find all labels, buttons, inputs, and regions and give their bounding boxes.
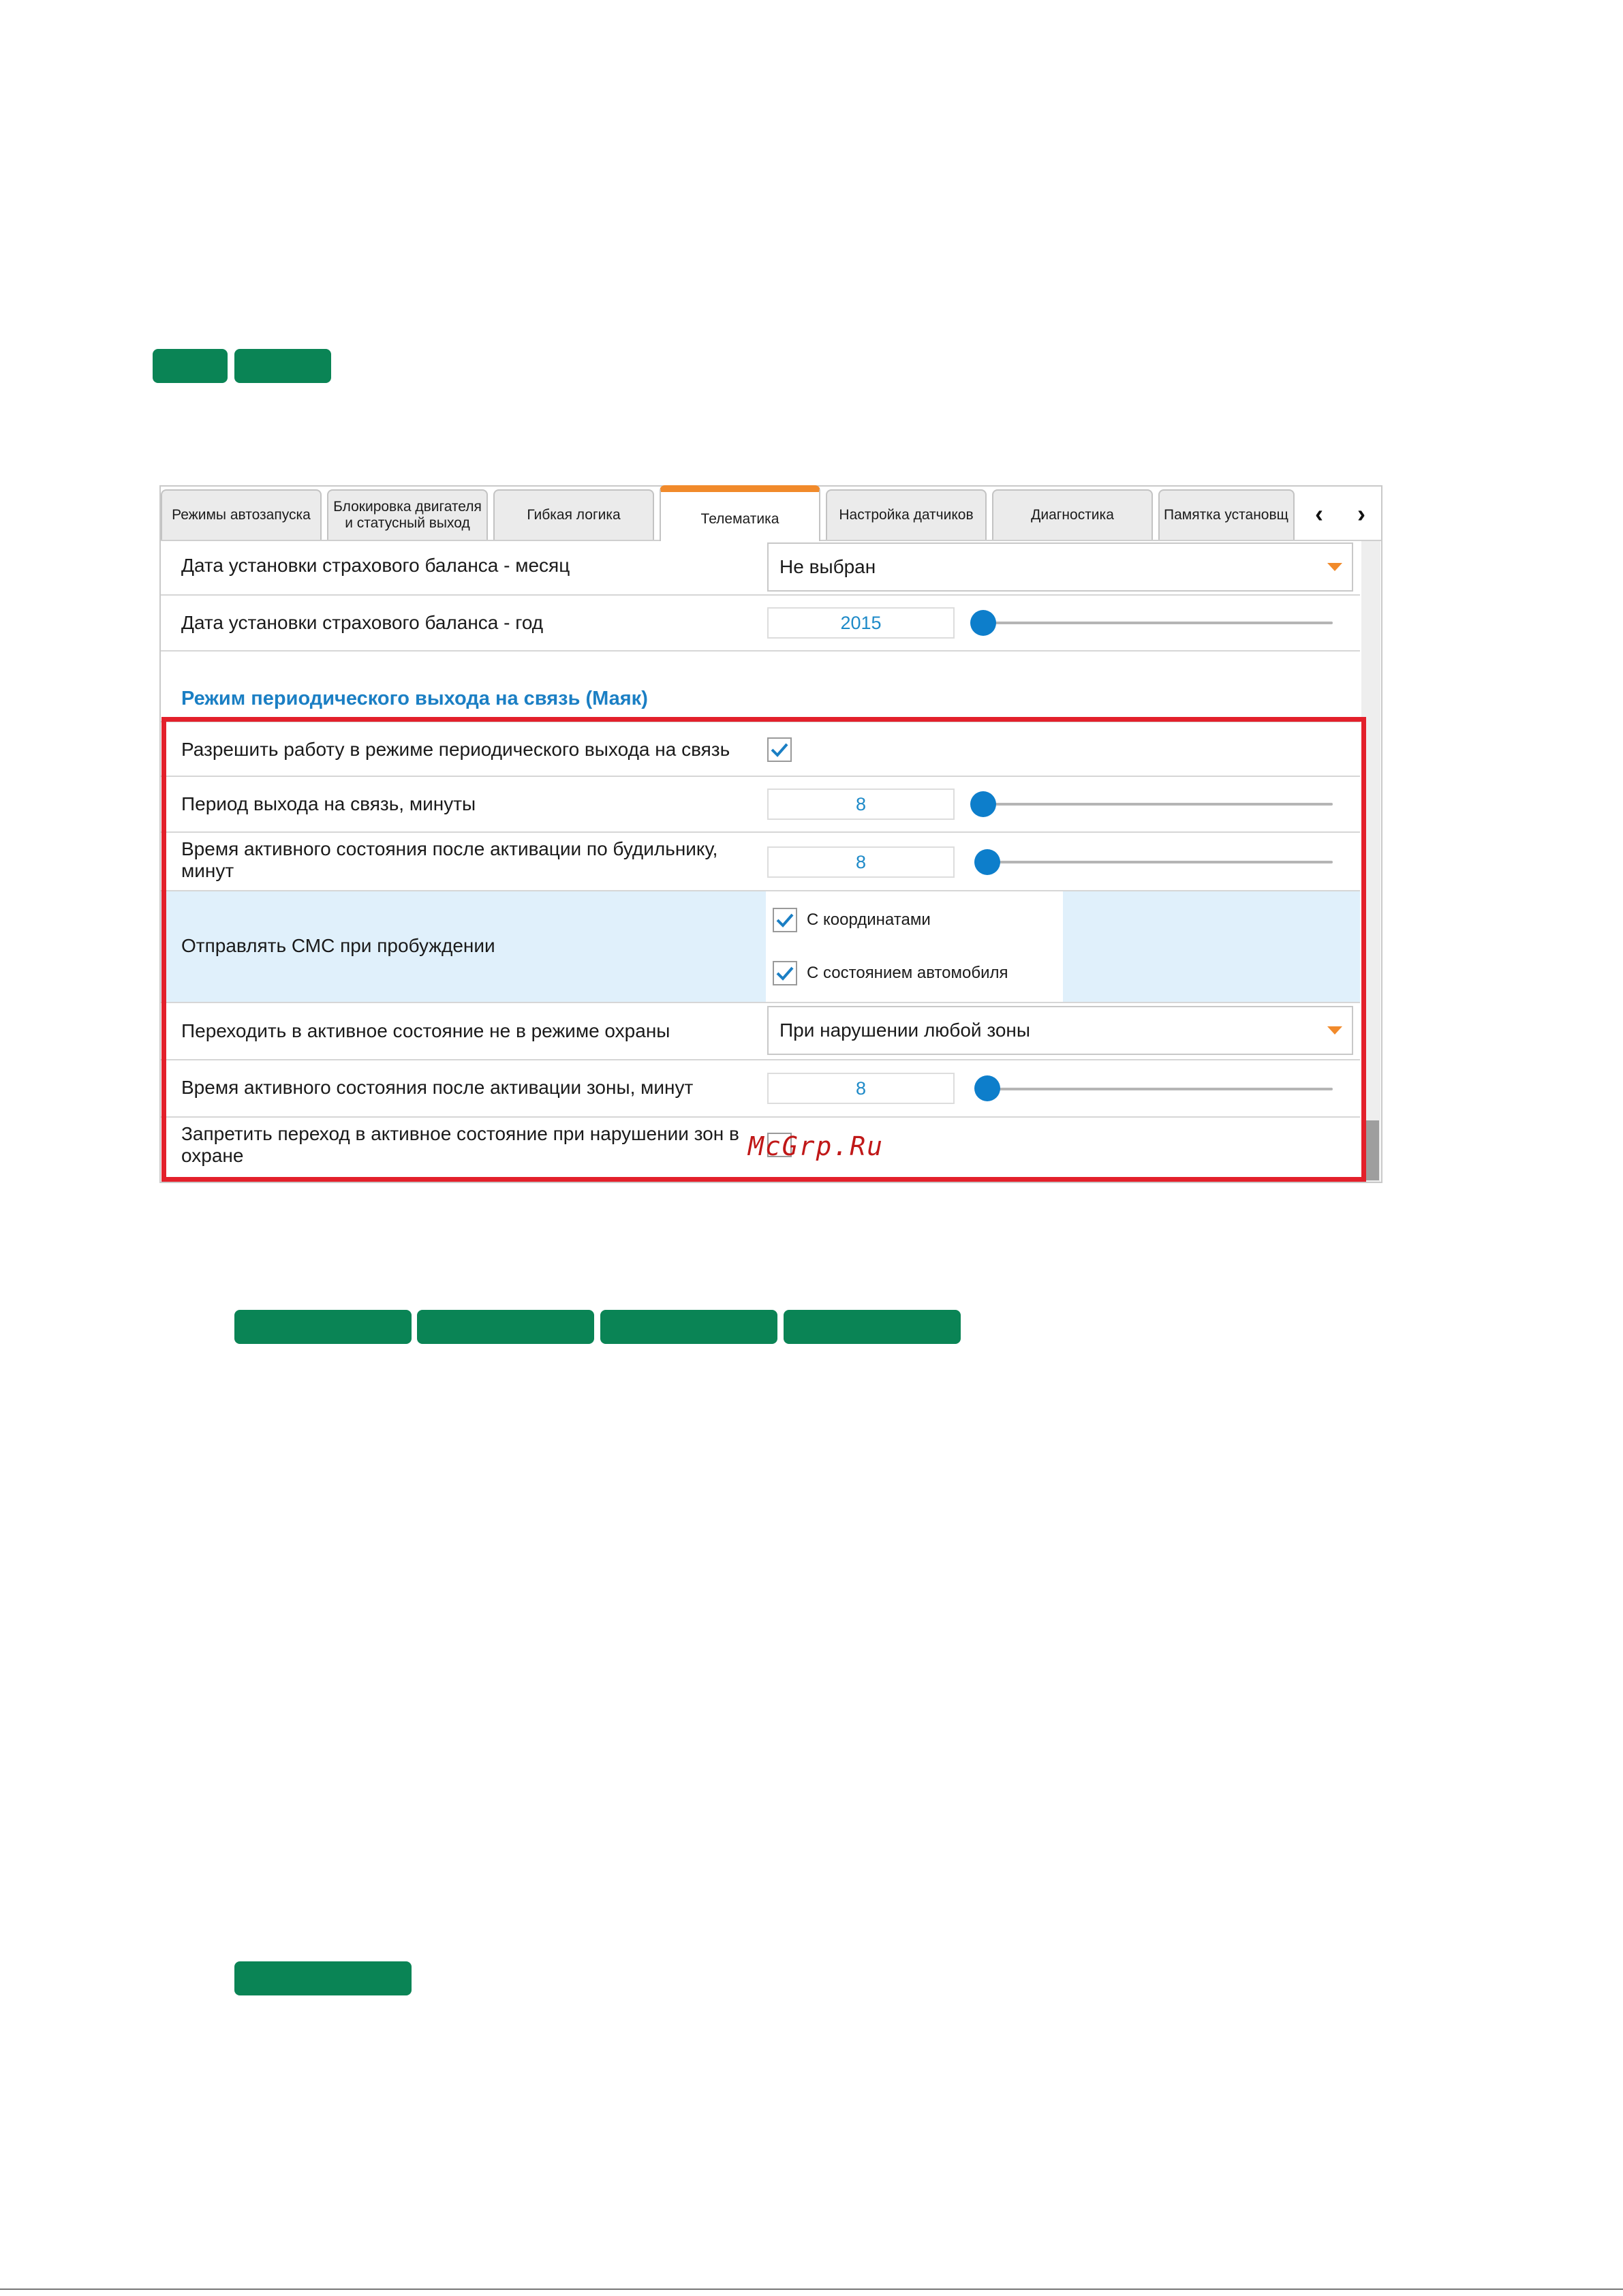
sms-options-panel [766,891,1063,1002]
footer-divider [0,2289,1623,2290]
row-send-sms [161,891,1360,1003]
slider-track[interactable] [978,803,1333,806]
green-bar [784,1310,961,1344]
slider-track[interactable] [978,861,1333,863]
green-bar [153,349,228,383]
row-insurance-month [161,541,1360,596]
green-bar [234,349,331,383]
select-value: Не выбран [779,556,876,577]
row-active-after-zone [161,1060,1360,1118]
scrollbar-thumb[interactable] [1363,1120,1379,1180]
tab-sensor-settings[interactable]: Настройка датчиков [826,489,987,540]
check-icon [770,741,789,758]
slider-track[interactable] [978,622,1333,624]
tab-autostart-modes[interactable]: Режимы автозапуска [161,489,322,540]
sms-car-state-label: С состоянием автомобиля [807,964,1008,982]
row-label: Запретить переход в активное состояние при нарушении зон в охране [181,1123,739,1166]
sms-coordinates-checkbox[interactable] [773,908,797,932]
allow-periodic-checkbox[interactable] [767,737,792,762]
tab-telematics[interactable]: Телематика [660,485,820,541]
row-active-after-alarm [161,833,1360,891]
tab-flexible-logic[interactable]: Гибкая логика [493,489,654,540]
chevron-right-icon[interactable]: › [1357,500,1365,527]
slider-track[interactable] [978,1088,1333,1090]
row-label: Время активного состояния после активации зоны, минут [181,1077,694,1098]
insurance-year-input[interactable]: 2015 [767,607,955,639]
row-allow-periodic [161,721,1360,777]
slider-thumb[interactable] [970,791,996,817]
sms-car-state-checkbox[interactable] [773,961,797,985]
tab-diagnostics[interactable]: Диагностика [992,489,1153,540]
active-after-zone-input[interactable]: 8 [767,1073,955,1104]
dropdown-caret-icon [1327,1026,1342,1035]
slider-thumb[interactable] [974,849,1000,875]
settings-content [161,541,1360,1182]
tab-bar [161,487,1381,541]
row-label: Дата установки страхового баланса - месяц [181,555,570,576]
row-insurance-year [161,596,1360,652]
scrollbar-track[interactable] [1361,541,1380,1182]
active-after-alarm-input[interactable]: 8 [767,846,955,878]
green-bar [234,1961,412,1995]
select-value: При нарушении любой зоны [779,1020,1031,1041]
row-label: Разрешить работу в режиме периодического выхода на связь [181,739,730,760]
section-title: Режим периодического выхода на связь (Маяк) [181,688,648,709]
row-go-active [161,1003,1360,1060]
insurance-month-select[interactable] [767,542,1353,592]
slider-thumb[interactable] [970,610,996,636]
row-label: Переходить в активное состояние не в режиме охраны [181,1020,670,1041]
row-label: Отправлять СМС при пробуждении [181,935,495,956]
period-input[interactable]: 8 [767,789,955,820]
dropdown-caret-icon [1327,563,1342,571]
tab-installer-memo[interactable]: Памятка установщ [1158,489,1295,540]
green-bar [417,1310,594,1344]
row-label: Время активного состояния после активации по будильнику, минут [181,838,718,881]
green-bar [600,1310,777,1344]
watermark: McGrp.Ru [748,1131,884,1161]
green-bar [234,1310,412,1344]
go-active-select[interactable] [767,1006,1353,1055]
row-label: Дата установки страхового баланса - год [181,612,544,633]
row-period [161,777,1360,833]
sms-coordinates-label: С координатами [807,910,931,929]
check-icon [775,965,794,981]
tab-engine-block[interactable]: Блокировка двигателя и статусный выход [327,489,488,540]
row-label: Период выхода на связь, минуты [181,793,476,814]
chevron-left-icon[interactable]: ‹ [1315,500,1323,527]
check-icon [775,912,794,928]
settings-window [159,485,1382,1183]
slider-thumb[interactable] [974,1075,1000,1101]
